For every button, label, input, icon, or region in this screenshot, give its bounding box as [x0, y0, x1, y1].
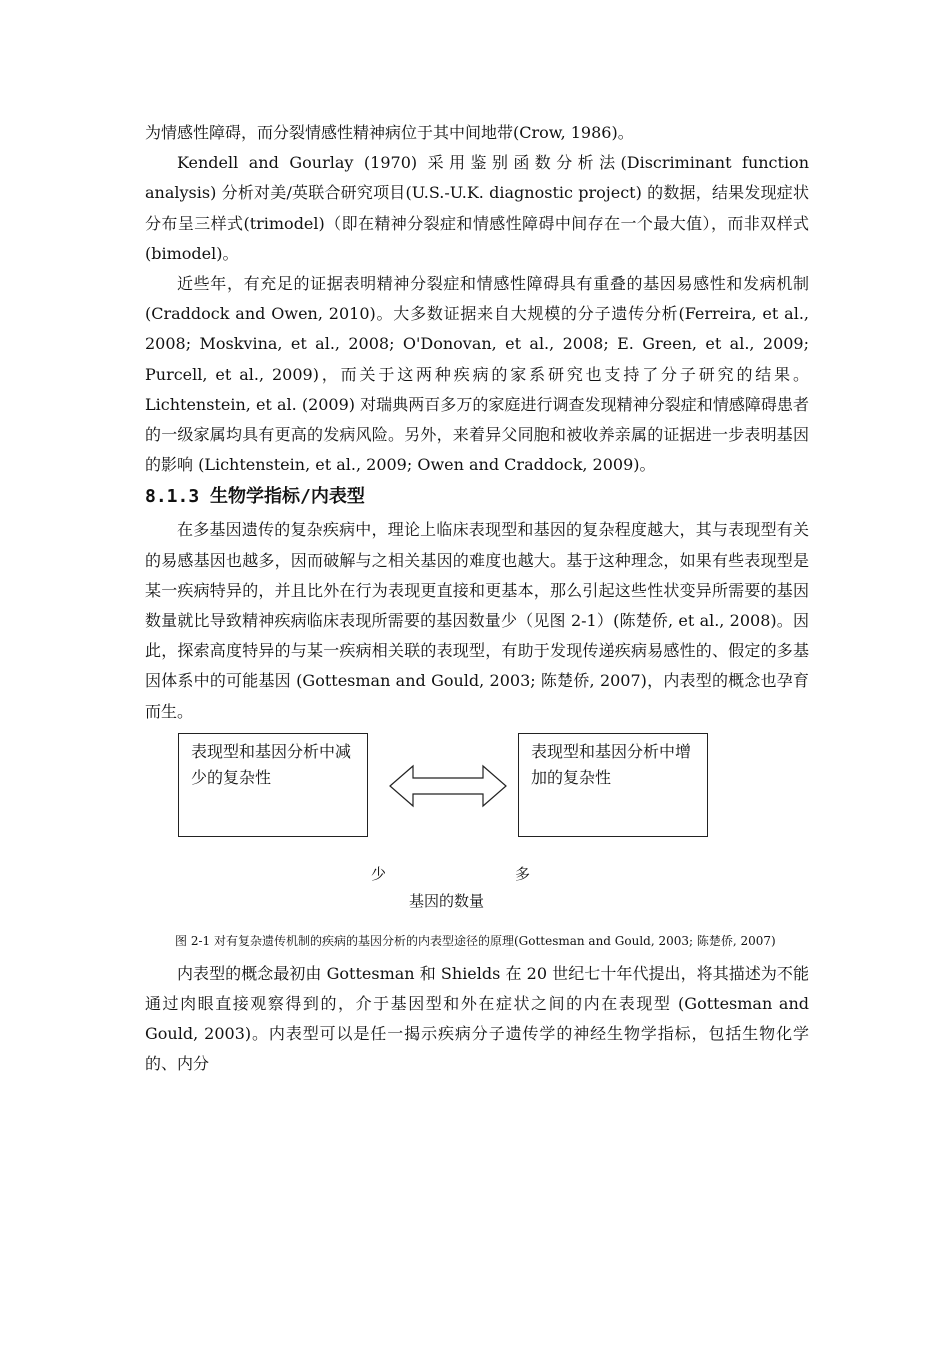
- paragraph-complex-disease: 在多基因遗传的复杂疾病中，理论上临床表现型和基因的复杂程度越大，其与表现型有关的易感基因也越多，因而破解与之相关基因的难度也越大。基于这种理念，如果有些表现型是某一疾病特异的，并且比外在行为表现更直接和更基本，那么引起这些性状变异所需要的基因数量就比导致精神疾病临床表现所需要的基因数量少（见图 2-1）(陈楚侨, et al., 2008)。因此，探索高度特异的与某一疾病相关联的表现型，有助于发现传递疾病易感性的、假定的多基因体系中的可能基因 (Gottesman and Gould, 2003; 陈楚侨, 2007)，内表型的概念也孕育而生。: [145, 520, 809, 721]
- figure-caption: 图 2-1 对有复杂遗传机制的疾病的基因分析的内表型途径的原理(Gottesman and Gould, 2003; 陈楚侨, 2007): [175, 933, 776, 948]
- label-gene-count: 基因的数量: [409, 891, 485, 910]
- paragraph-evidence: 近些年，有充足的证据表明精神分裂症和情感性障碍具有重叠的基因易感性和发病机制 (Craddock and Owen, 2010)。大多数证据来自大规模的分子遗传分析(Ferreira, et al., 2008; Moskvina, et al., 2008; O'Donovan, et al., 2008; E. Green, et al., 2009; Purcell, et al., 2009)，而关于这两种疾病的家系研究也支持了分子研究的结果。Lichtenstein, et al. (2009) 对瑞典两百多万的家庭进行调查发现精神分裂症和情感障碍患者的一级家属均具有更高的发病风险。另外，来着异父同胞和被收养亲属的证据进一步表明基因的影响 (Lichtenstein, et al., 2009; Owen and Craddock, 2009)。: [145, 274, 809, 475]
- document-page: [145, 118, 809, 1080]
- left-box: 表现型和基因分析中减少的复杂性: [178, 733, 368, 837]
- paragraph-kendell: Kendell and Gourlay (1970) 采用鉴别函数分析法(Discriminant function analysis) 分析对美/英联合研究项目(U.S.-U.K. diagnostic project) 的数据，结果发现症状分布呈三样式(trimodel)（即在精神分裂症和情感性障碍中间存在一个最大值），而非双样式 (bimodel)。: [145, 153, 809, 263]
- label-less: 少: [371, 864, 387, 883]
- section-heading: 8.1.3 生物学指标/内表型: [145, 486, 365, 508]
- double-arrow-icon: [389, 764, 507, 808]
- right-box: 表现型和基因分析中增加的复杂性: [518, 733, 708, 837]
- figure-2-1: [145, 733, 809, 921]
- paragraph-endophenotype: 内表型的概念最初由 Gottesman 和 Shields 在 20 世纪七十年代提出，将其描述为不能通过肉眼直接观察得到的，介于基因型和外在症状之间的内在表现型 (Gottesman and Gould, 2003)。内表型可以是任一揭示疾病分子遗传学的神经生物学指标，包括生物化学的、内分: [145, 963, 809, 1074]
- paragraph-continuation: 为情感性障碍，而分裂情感性精神病位于其中间地带(Crow, 1986)。: [145, 123, 634, 142]
- label-more: 多: [515, 864, 531, 883]
